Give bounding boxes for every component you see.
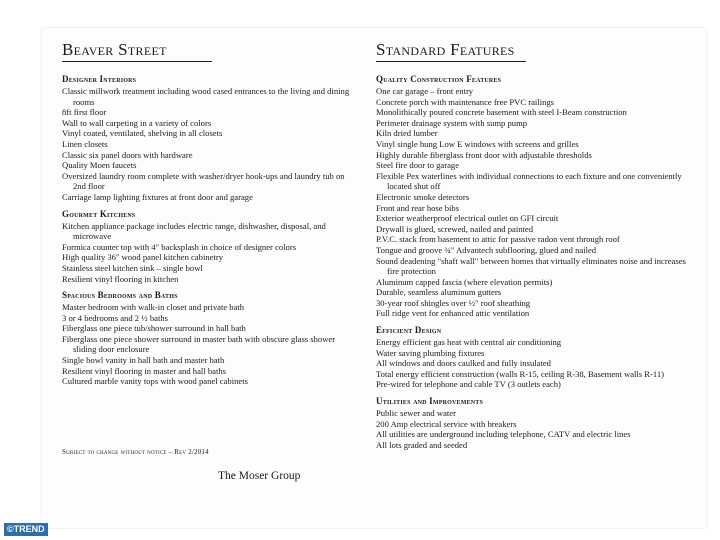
builder-name: The Moser Group (218, 470, 301, 482)
feature-item: High quality 36" wood panel kitchen cabinetry (62, 252, 224, 263)
feature-item: Sound deadening "shaft wall" between homes that virtually eliminates noise and increases fire protection (376, 255, 686, 277)
feature-item: Formica counter top with 4" backsplash in choice of designer colors (62, 241, 297, 252)
right-sections (376, 74, 696, 450)
trend-watermark-logo: ©TREND (4, 523, 48, 536)
section-heading: Spacious Bedrooms and Baths (62, 290, 178, 301)
left-sections (62, 74, 352, 387)
left-column (62, 28, 352, 387)
feature-item: Full ridge vent for enhanced attic ventilation (376, 308, 530, 319)
feature-item: Classic millwork treatment including wood cased entrances to the living and dining rooms (62, 86, 350, 107)
feature-item: Vinyl single hung Low E windows with screens and grilles (376, 138, 579, 149)
feature-item: Stainless steel kitchen sink – single bowl (62, 262, 203, 273)
feature-item: Total energy efficient construction (walls R-15, ceiling R-38, Basement walls R-11) (376, 368, 665, 379)
revision-note: Subject to change without notice – Rev 2/2014 (62, 448, 209, 456)
feature-item: Flexible Pex waterlines with individual connections to each fixture and one conveniently located shut off (376, 170, 682, 192)
feature-item: 3 or 4 bedrooms and 2 ½ baths (62, 312, 168, 323)
feature-item: Public sewer and water (376, 408, 456, 419)
feature-item: Fiberglass one piece tub/shower surround in hall bath (62, 323, 246, 334)
feature-item: Durable, seamless aluminum gutters (376, 287, 502, 298)
document-page (42, 28, 706, 528)
feature-item: Exterior weatherproof electrical outlet on GFI circuit (376, 213, 559, 224)
feature-item: Drywall is glued, screwed, nailed and painted (376, 223, 534, 234)
feature-item: Tongue and groove ¾" Advantech subflooring, glued and nailed (376, 244, 597, 255)
feature-item: Linen closets (62, 138, 108, 149)
feature-list (376, 337, 696, 390)
feature-item: Cultured marble vanity tops with wood panel cabinets (62, 376, 248, 387)
section-heading: Designer Interiors (62, 74, 137, 84)
feature-list (376, 408, 696, 450)
feature-item: Perimeter drainage system with sump pump (376, 117, 528, 128)
feature-item: Kiln dried lumber (376, 128, 438, 139)
feature-item: Fiberglass one piece shower surround in master bath with obscure glass shower sliding door enclosure (62, 333, 336, 355)
section-heading: Quality Construction Features (376, 74, 502, 84)
feature-item: All lots graded and seeded (376, 439, 468, 450)
section-heading: Gourmet Kitchens (62, 208, 136, 219)
feature-item: 30-year roof shingles over ½" roof sheathing (376, 297, 531, 308)
feature-item: Classic six panel doors with hardware (62, 149, 193, 160)
feature-item: All utilities are underground including telephone, CATV and electric lines (376, 429, 631, 440)
feature-item: Concrete porch with maintenance free PVC railings (376, 96, 555, 107)
feature-item: Aluminum capped fascia (where elevation permits) (376, 276, 553, 287)
feature-list (62, 86, 352, 203)
feature-item: Water saving plumbing fixtures (376, 347, 485, 358)
beaver-street-title: Beaver Street (62, 40, 212, 62)
right-column (376, 28, 696, 450)
feature-item: Steel fire door to garage (376, 160, 460, 171)
feature-item: Resilient vinyl flooring in master and hall baths (62, 365, 226, 376)
feature-item: Kitchen appliance package includes electric range, dishwasher, disposal, and microwave (62, 220, 326, 242)
feature-item: Master bedroom with walk-in closet and private bath (62, 302, 245, 313)
feature-item: Oversized laundry room complete with washer/dryer hook-ups and laundry tub on 2nd floor (62, 170, 345, 192)
section-heading: Utilities and Improvements (376, 396, 484, 407)
feature-item: Energy efficient gas heat with central air conditioning (376, 337, 562, 348)
feature-item: 8ft first floor (62, 107, 107, 118)
section-heading: Efficient Design (376, 325, 442, 336)
feature-item: All windows and doors caulked and fully insulated (376, 358, 551, 369)
feature-item: One car garage – front entry (376, 86, 474, 96)
feature-list (376, 86, 696, 319)
standard-features-title: Standard Features (376, 40, 526, 62)
feature-item: 200 Amp electrical service with breakers (376, 418, 517, 429)
feature-list (62, 302, 352, 387)
feature-item: Front and rear hose bibs (376, 202, 460, 213)
feature-item: Resilient vinyl flooring in kitchen (62, 273, 179, 284)
feature-item: Electronic smoke detectors (376, 191, 470, 202)
feature-item: Pre-wired for telephone and cable TV (3 outlets each) (376, 379, 561, 390)
feature-item: Quality Moen faucets (62, 160, 137, 171)
feature-item: Vinyl coated, ventilated, shelving in all closets (62, 128, 223, 139)
feature-item: Monolithically poured concrete basement with steel I-Beam construction (376, 107, 627, 118)
feature-item: Single bowl vanity in hall bath and master bath (62, 355, 225, 366)
feature-item: Highly durable fiberglass front door with adjustable thresholds (376, 149, 592, 160)
feature-item: Carriage lamp lighting fixtures at front door and garage (62, 191, 253, 202)
feature-list (62, 221, 352, 285)
feature-item: P.V.C. stack from basement to attic for passive radon vent through roof (376, 234, 620, 245)
feature-item: Wall to wall carpeting in a variety of colors (62, 117, 212, 128)
